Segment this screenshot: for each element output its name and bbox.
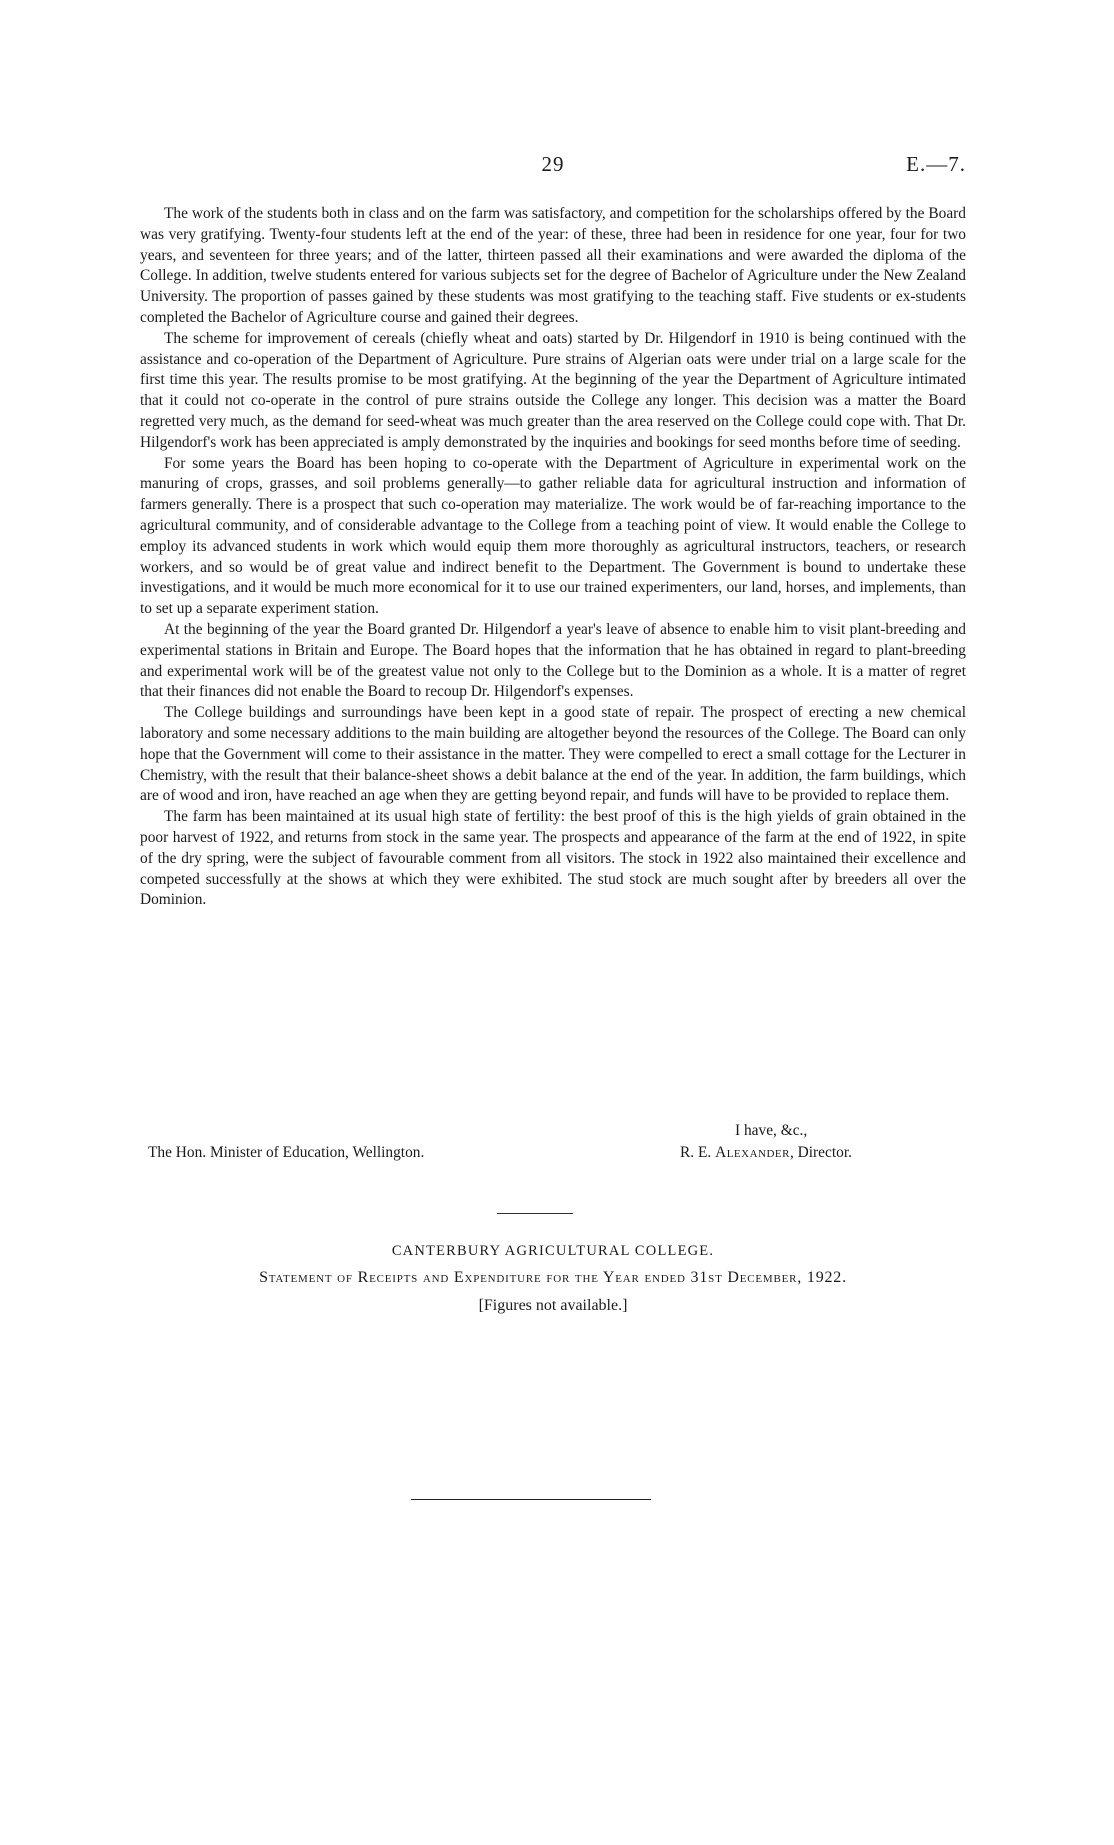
end-rule — [411, 1499, 651, 1500]
paragraph-buildings: The College buildings and surroundings have been kept in a good state of repair. The prospect of erecting a new chemical laboratory and some necessary additions to the main building are altogether beyond the resources of the College. The Board can only hope that the Government will come to their assistance in the matter. They were compelled to erect a small cottage for the Lecturer in Chemistry, with the result that their balance-sheet shows a debit balance at the end of the year. In addition, the farm buildings, which are of wood and iron, have reached an age when they are getting beyond repair, and funds will have to be provided to replace them. — [140, 704, 966, 805]
paragraph-farm: The farm has been maintained at its usual high state of fertility: the best proof of this is the high yields of grain obtained in the poor harvest of 1922, and returns from stock in the same year. The prospects and appearance of the farm at the end of 1922, in spite of the dry spring, were the subject of favourable comment from all visitors. The stock in 1922 also maintained their excellence and competed successfully at the shows at which they were exhibited. The stud stock are much sought after by breeders all over the Dominion. — [140, 808, 966, 909]
page-header — [140, 152, 966, 182]
series-code: E.—7. — [906, 152, 966, 176]
section-divider — [497, 1213, 573, 1214]
report-body — [140, 204, 966, 911]
signatory-name: Alexander — [715, 1144, 790, 1161]
salutation: I have, &c., — [735, 1122, 808, 1139]
figures-note: [Figures not available.] — [478, 1297, 628, 1314]
paragraph-experimental-work: For some years the Board has been hoping to co-operate with the Department of Agriculture in experimental work on the manuring of crops, grasses, and soil problems generally—to gather reliable data for agricultural instruction and information of farmers generally. There is a prospect that such co-operation may materialize. The work would be of far-reaching importance to the agricultural community, and of considerable advantage to the College from a teaching point of view. It would enable the College to employ its advanced students in work which would equip them more thoroughly as agricultural instructors, teachers, or research workers, and so would be of great value and indirect benefit to the Department. The Government is bound to undertake these investigations, and it would be much more economical for it to use our trained experimenters, our land, horses, and implements, than to set up a separate experiment station. — [140, 454, 966, 618]
college-name: CANTERBURY AGRICULTURAL COLLEGE. — [391, 1243, 715, 1259]
closing-block — [140, 1122, 966, 1168]
paragraph-cereals: The scheme for improvement of cereals (chiefly wheat and oats) started by Dr. Hilgendorf in 1910 is being continued with the assistance and co-operation of the Department of Agriculture. Pure strains of Algerian oats were under trial on a large scale for the first time this year. The results promise to be most gratifying. At the beginning of the year the Department of Agriculture intimated that it could not co-operate in the control of pure strains outside the College any longer. This decision was a matter the Board regretted very much, as the demand for seed-wheat was much greater than the area reserved on the College could cope with. That Dr. Hilgendorf's work has been appreciated is amply demonstrated by the inquiries and bookings for seed months before time of seeding. — [140, 329, 966, 451]
statement-title: Statement of Receipts and Expenditure for the Year ended 31st December, 1922. — [259, 1269, 847, 1286]
statement-section — [140, 1243, 966, 1315]
addressee: The Hon. Minister of Education, Wellington. — [148, 1144, 425, 1161]
paragraph-students: The work of the students both in class and on the farm was satisfactory, and competition for the scholarships offered by the Board was very gratifying. Twenty-four students left at the end of the year: of these, three had been in residence for one year, four for two years, and seventeen for three years; and of the latter, thirteen passed all their examinations and were awarded the diploma of the College. In addition, twelve students entered for various subjects set for the degree of Bachelor of Agriculture under the New Zealand University. The proportion of passes gained by these students was most gratifying to the teaching staff. Five students or ex-students completed the Bachelor of Agriculture course and gained their degrees. — [140, 205, 966, 326]
page-number: 29 — [541, 152, 565, 176]
signatory-initials: R. E. — [680, 1144, 712, 1161]
signature — [680, 1144, 852, 1162]
signatory-title: , Director. — [789, 1144, 852, 1161]
paragraph-leave-of-absence: At the beginning of the year the Board granted Dr. Hilgendorf a year's leave of absence to enable him to visit plant-breeding and experimental stations in Britain and Europe. The Board hopes that the information that he has obtained in regard to plant-breeding and experimental work will be of the greatest value not only to the College but to the Dominion as a whole. It is a matter of regret that their finances did not enable the Board to recoup Dr. Hilgendorf's expenses. — [140, 620, 966, 701]
